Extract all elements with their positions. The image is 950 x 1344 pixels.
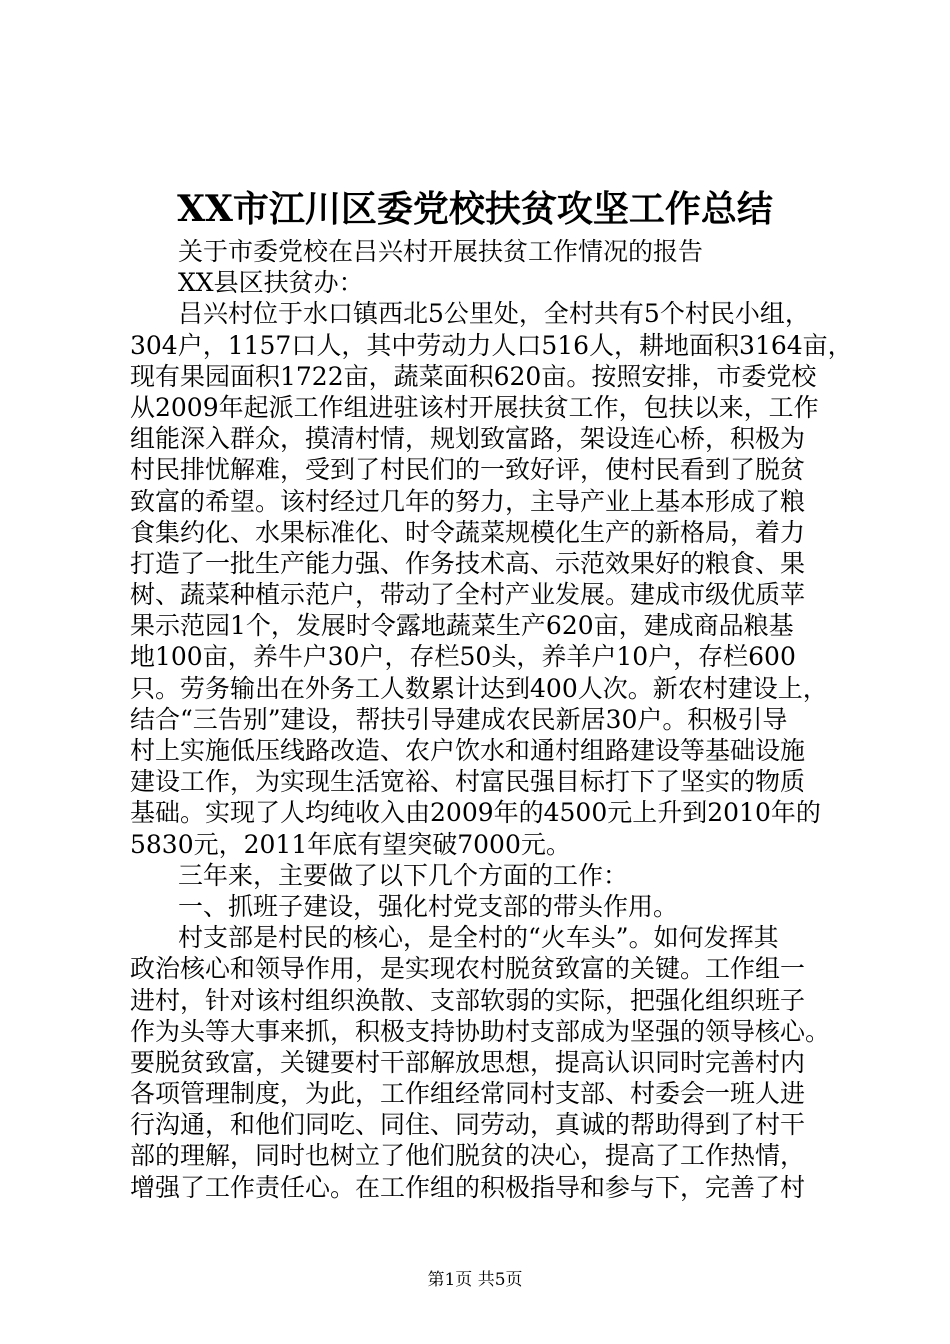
document-title: XX市江川区委党校扶贫攻坚工作总结: [177, 188, 773, 230]
body-line: 5830元，2011年底有望突破7000元。: [130, 829, 571, 859]
body-line: 304户，1157口人，其中劳动力人口516人，耕地面积3164亩，: [130, 330, 853, 360]
body-line: 地100亩，养牛户30户，存栏50头，养羊户10户，存栏600: [130, 642, 796, 672]
body-line: 增强了工作责任心。在工作组的积极指导和参与下，完善了村: [130, 1172, 806, 1202]
body-line: 村支部是村民的核心，是全村的“火车头”。如何发挥其: [178, 923, 779, 953]
body-line: 三年来，主要做了以下几个方面的工作：: [178, 860, 629, 890]
body-line: 村民排忧解难，受到了村民们的一致好评，使村民看到了脱贫: [130, 455, 806, 485]
body-line: 要脱贫致富，关键要村干部解放思想，提高认识同时完善村内: [130, 1047, 806, 1077]
body-line: 吕兴村位于水口镇西北5公里处，全村共有5个村民小组，: [178, 299, 810, 329]
body-line: 结合“三告别”建设，帮扶引导建成农民新居30户。积极引导: [130, 704, 788, 734]
body-line: 组能深入群众，摸清村情，规划致富路，架设连心桥，积极为: [130, 424, 806, 454]
body-line: 政治核心和领导作用，是实现农村脱贫致富的关键。工作组一: [130, 954, 806, 984]
body-line: 部的理解，同时也树立了他们脱贫的决心，提高了工作热情，: [130, 1141, 806, 1171]
body-line: 村上实施低压线路改造、农户饮水和通村组路建设等基础设施: [130, 736, 806, 765]
body-line: 一、抓班子建设，强化村党支部的带头作用。: [178, 891, 679, 921]
body-line: 树、蔬菜种植示范户，带动了全村产业发展。建成市级优质苹: [130, 580, 806, 610]
body-line: 关于市委党校在吕兴村开展扶贫工作情况的报告: [178, 237, 704, 266]
body-line: 作为头等大事来抓，积极支持协助村支部成为坚强的领导核心。: [130, 1016, 831, 1046]
body-line: 致富的希望。该村经过几年的努力，主导产业上基本形成了粮: [130, 486, 806, 516]
body-line: 打造了一批生产能力强、作务技术高、示范效果好的粮食、果: [130, 548, 806, 578]
body-line: XX县区扶贫办：: [178, 268, 364, 298]
body-line: 果示范园1个，发展时令露地蔬菜生产620亩，建成商品粮基: [130, 611, 794, 641]
body-line: 行沟通，和他们同吃、同住、同劳动，真诚的帮助得到了村干: [130, 1110, 806, 1140]
body-line: 食集约化、水果标准化、时令蔬菜规模化生产的新格局，着力: [130, 517, 806, 547]
body-line: 只。劳务输出在外务工人数累计达到400人次。新农村建设上，: [130, 673, 828, 703]
body-line: 建设工作，为实现生活宽裕、村富民强目标打下了坚实的物质: [130, 767, 806, 797]
page-footer: 第1页 共5页: [427, 1270, 523, 1290]
body-line: 从2009年起派工作组进驻该村开展扶贫工作，包扶以来，工作: [130, 392, 819, 422]
body-line: 进村，针对该村组织涣散、支部软弱的实际，把强化组织班子: [130, 985, 806, 1015]
document-body: [130, 236, 854, 1203]
body-line: 现有果园面积1722亩，蔬菜面积620亩。按照安排，市委党校: [130, 361, 817, 391]
body-line: 基础。实现了人均纯收入由2009年的4500元上升到2010年的: [130, 798, 821, 828]
body-line: 各项管理制度，为此，工作组经常同村支部、村委会一班人进: [130, 1079, 806, 1109]
